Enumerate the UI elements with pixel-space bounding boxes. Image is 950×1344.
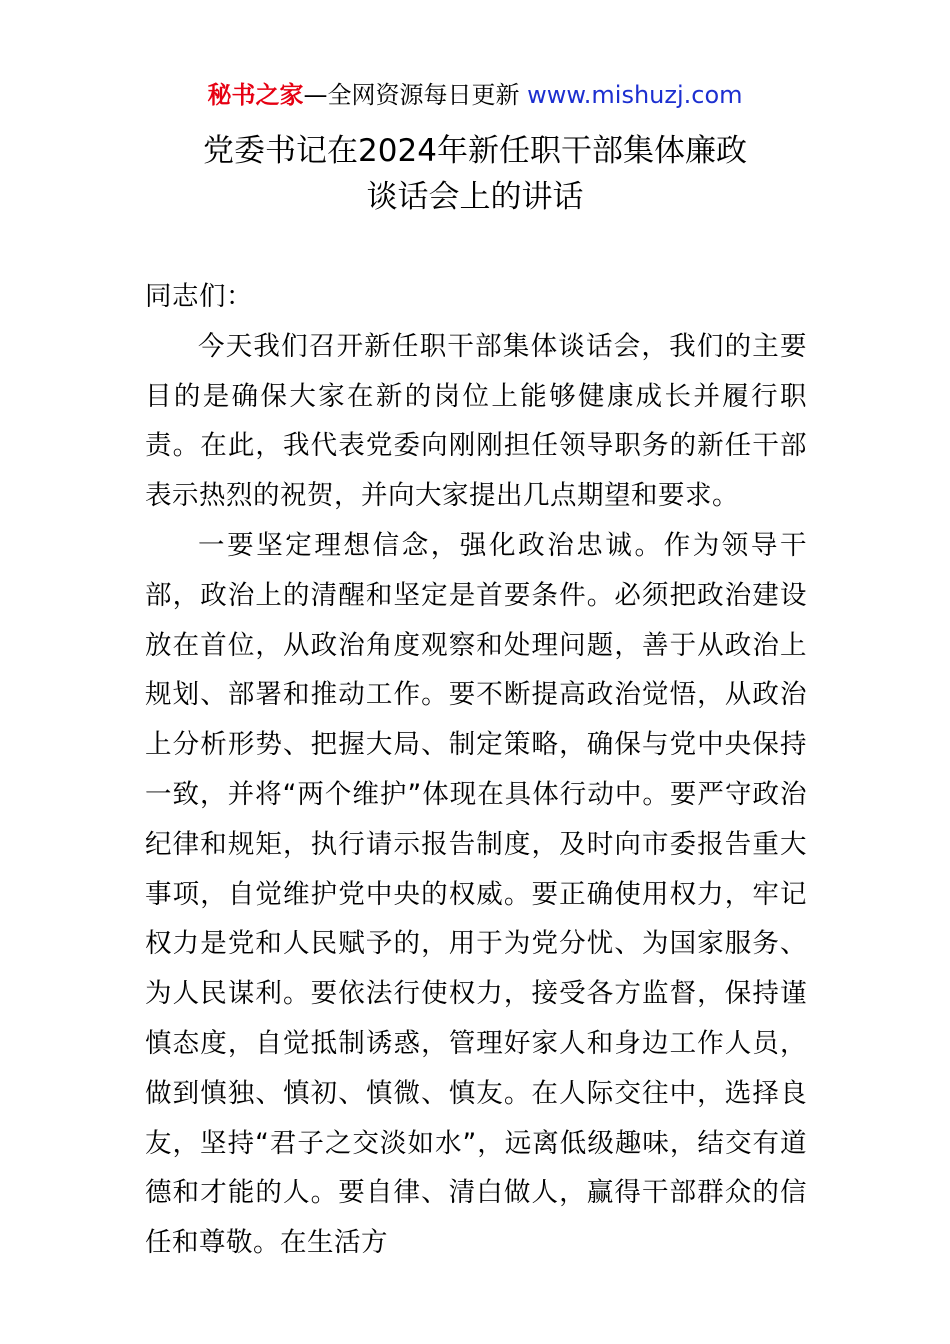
body-paragraph-2: 一要坚定理想信念，强化政治忠诚。作为领导干部，政治上的清醒和坚定是首要条件。必须把政治建设放在首位，从政治角度观察和处理问题，善于从政治上规划、部署和推动工作。要不断提高政治觉悟，从政治上分析形势、把握大局、制定策略，确保与党中央保持一致，并将“两个维护”体现在具体行动中。要严守政治纪律和规矩，执行请示报告制度，及时向市委报告重大事项，自觉维护党中央的权威。要正确使用权力，牢记权力是党和人民赋予的，用于为党分忧、为国家服务、为人民谋利。要依法行使权力，接受各方监督，保持谨慎态度，自觉抵制诱惑，管理好家人和身边工作人员，做到慎独、慎初、慎微、慎友。在人际交往中，选择良友，坚持“君子之交淡如水”，远离低级趣味，结交有道德和才能的人。要自律、清白做人，赢得干部群众的信任和尊敬。在生活方 — [145, 529, 807, 1259]
header-separator: — — [303, 81, 328, 109]
document-body — [145, 272, 807, 1268]
site-header — [0, 78, 950, 112]
document-title — [0, 128, 950, 220]
salutation: 同志们： — [145, 281, 253, 312]
brand-name: 秘书之家 — [207, 81, 304, 109]
title-line-2: 谈话会上的讲话 — [366, 179, 584, 215]
title-line-1: 党委书记在2024年新任职干部集体廉政 — [203, 133, 747, 169]
site-url-link[interactable]: www.mishuzj.com — [527, 81, 743, 109]
header-tagline: 全网资源每日更新 — [327, 81, 528, 109]
body-paragraph-1: 今天我们召开新任职干部集体谈话会，我们的主要目的是确保大家在新的岗位上能够健康成长并履行职责。在此，我代表党委向刚刚担任领导职务的新任干部表示热烈的祝贺，并向大家提出几点期望和要求。 — [145, 330, 807, 512]
